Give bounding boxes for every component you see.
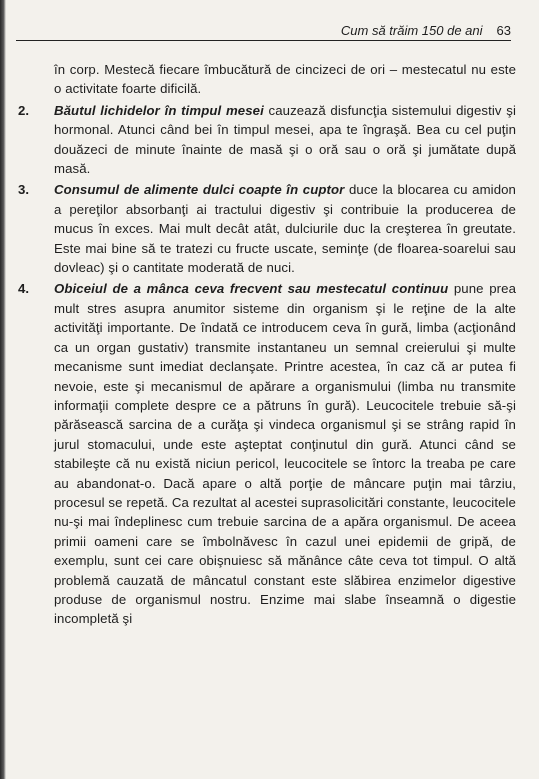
page-body [16,60,516,631]
list-item-heading: Obiceiul de a mânca ceva frecvent sau mestecatul continuu [54,281,449,297]
list-item-number: 3. [18,182,30,198]
list-item [16,101,516,179]
list-item-heading: Băutul lichidelor în timpul mesei [54,102,264,118]
list-item-text: cauzează disfuncţia sistemului digestiv şi hormonal. Atunci când bei în timpul mesei, apa te îngraşă. Bea cu cel puţin douăzeci de minute înainte de masă şi o oră sau o oră şi jumătate după masă. [54,102,516,177]
list-item-number: 4. [18,281,30,297]
list-item-number: 2. [18,102,30,118]
list-item-heading: Consumul de alimente dulci coapte în cuptor [54,182,345,198]
list-item-text: duce la blocarea cu amidon a pereţilor absorbanţi ai tractului digestiv şi contribuie la producerea de mucus în exces. Mai mult decât atât, dulciurile duc la creşterea în greutate. Este mai bine să te tratezi cu fructe uscate, seminţe (de floarea-soarelui sau dovleac) şi o cantitate moderată de nuci. [54,182,516,276]
running-title: Cum să trăim 150 de ani [340,23,483,38]
continued-paragraph: în corp. Mestecă fiecare îmbucătură de cincizeci de ori – mestecatul nu este o activitate foarte dificilă. [54,62,516,97]
book-gutter-shadow [0,0,6,779]
list-item-text: pune prea mult stres asupra anumitor sisteme din organism şi le reţine de la alte activităţi importante. De îndată ce introducem ceva în gură, limba (acţionând ca un organ gustativ) transmite instantaneu un semnal creierului şi multe mecanisme sunt imediat declanşate. Printre acestea, în caz că ar putea fi nevoie, este şi mecanismul de apărare a organismului (limba nu transmite informaţii complete despre ce a pătruns în gură). Leucocitele trebuie să-şi părăsească sarcina de a curăţa şi vindeca organismul şi se strâng rapid în jurul stomacului, unde este aşteptat conţinutul din gură. Atunci când se stabileşte că nu există niciun pericol, leucocitele se întorc la treaba pe care au abandonat-o. Dacă apare o altă porţie de mâncare puţin mai târziu, procesul se repetă. Ca rezultat al acestei suprasolicitări constante, leucocitele nu-şi mai îndeplinesc cum trebuie sarcina de a apăra organismul. De aceea primii oameni care se îmbolnăvesc în cazul unei epidemii de gripă, de exemplu, sunt cei care obişnuiesc să mănânce câte ceva tot timpul. O altă problemă cauzată de mâncatul constant este slăbirea enzimelor digestive produse de organismul nostru. Enzime mai slabe înseamnă o digestie incompletă şi [54,281,516,627]
running-header [16,22,511,41]
page-number: 63 [496,23,511,38]
list-item [16,279,516,628]
list-item [16,180,516,277]
